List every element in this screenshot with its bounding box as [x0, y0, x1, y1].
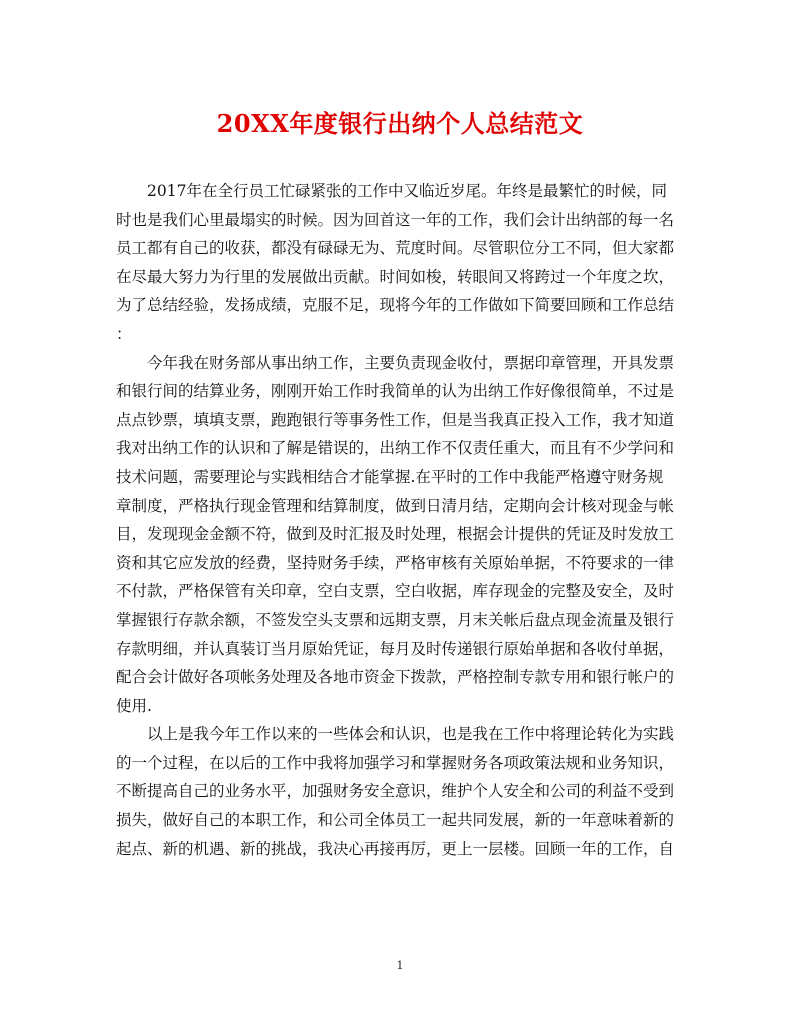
text-line: 和银行间的结算业务，刚刚开始工作时我简单的认为出纳工作好像很简单，不过是	[116, 382, 675, 401]
text-line: 目，发现现金金额不符，做到及时汇报及时处理，根据会计提供的凭证及时发放工	[116, 525, 675, 544]
text-line: 今年我在财务部从事出纳工作，主要负责现金收付，票据印章管理，开具发票	[147, 353, 675, 372]
text-line: 损失，做好自己的本职工作，和公司全体员工一起共同发展，新的一年意味着新的	[116, 811, 675, 830]
text-line: 起点、新的机遇、新的挑战，我决心再接再厉，更上一层楼。回顾一年的工作，自	[116, 839, 675, 858]
text-line: 在尽最大努力为行里的发展做出贡献。时间如梭，转眼间又将跨过一个年度之坎，	[116, 267, 675, 286]
text-line: 点点钞票，填填支票，跑跑银行等事务性工作，但是当我真正投入工作，我才知道	[116, 410, 675, 429]
text-line: 配合会计做好各项帐务处理及各地市资金下拨款，严格控制专款专用和银行帐户的	[116, 668, 675, 687]
text-line: 技术问题，需要理论与实践相结合才能掌握.在平时的工作中我能严格遵守财务规	[116, 467, 664, 486]
text-line: 资和其它应发放的经费，坚持财务手续，严格审核有关原始单据，不符要求的一律	[116, 553, 675, 572]
text-line: 我对出纳工作的认识和了解是错误的，出纳工作不仅责任重大，而且有不少学问和	[116, 439, 675, 458]
text-line: 为了总结经验，发扬成绩，克服不足，现将今年的工作做如下简要回顾和工作总结	[116, 296, 675, 315]
text-line: ：	[116, 324, 132, 343]
document-title: 20XX年度银行出纳个人总结范文	[216, 109, 584, 138]
document-body	[116, 177, 686, 863]
text-line: 不断提高自己的业务水平，加强财务安全意识，维护个人安全和公司的利益不受到	[116, 782, 675, 801]
text-line: 员工都有自己的收获，都没有碌碌无为、荒度时间。尽管职位分工不同，但大家都	[116, 239, 675, 258]
text-line: 的一个过程，在以后的工作中我将加强学习和掌握财务各项政策法规和业务知识，	[116, 753, 675, 772]
text-line: 以上是我今年工作以来的一些体会和认识，也是我在工作中将理论转化为实践	[147, 725, 675, 744]
text-line: 时也是我们心里最塌实的时候。因为回首这一年的工作，我们会计出纳部的每一名	[116, 210, 675, 229]
text-line: 不付款，严格保管有关印章，空白支票，空白收据，库存现金的完整及安全，及时	[116, 582, 675, 601]
text-line: 存款明细，并认真装订当月原始凭证，每月及时传递银行原始单据和各收付单据，	[116, 639, 675, 658]
text-line: 使用.	[116, 696, 152, 715]
text-line: 掌握银行存款余额，不签发空头支票和远期支票，月末关帐后盘点现金流量及银行	[116, 610, 675, 629]
text-line: 章制度，严格执行现金管理和结算制度，做到日清月结，定期向会计核对现金与帐	[116, 496, 675, 515]
text-line: 2017年在全行员工忙碌紧张的工作中又临近岁尾。年终是最繁忙的时候，同	[147, 182, 667, 200]
page-number: 1	[396, 959, 404, 972]
